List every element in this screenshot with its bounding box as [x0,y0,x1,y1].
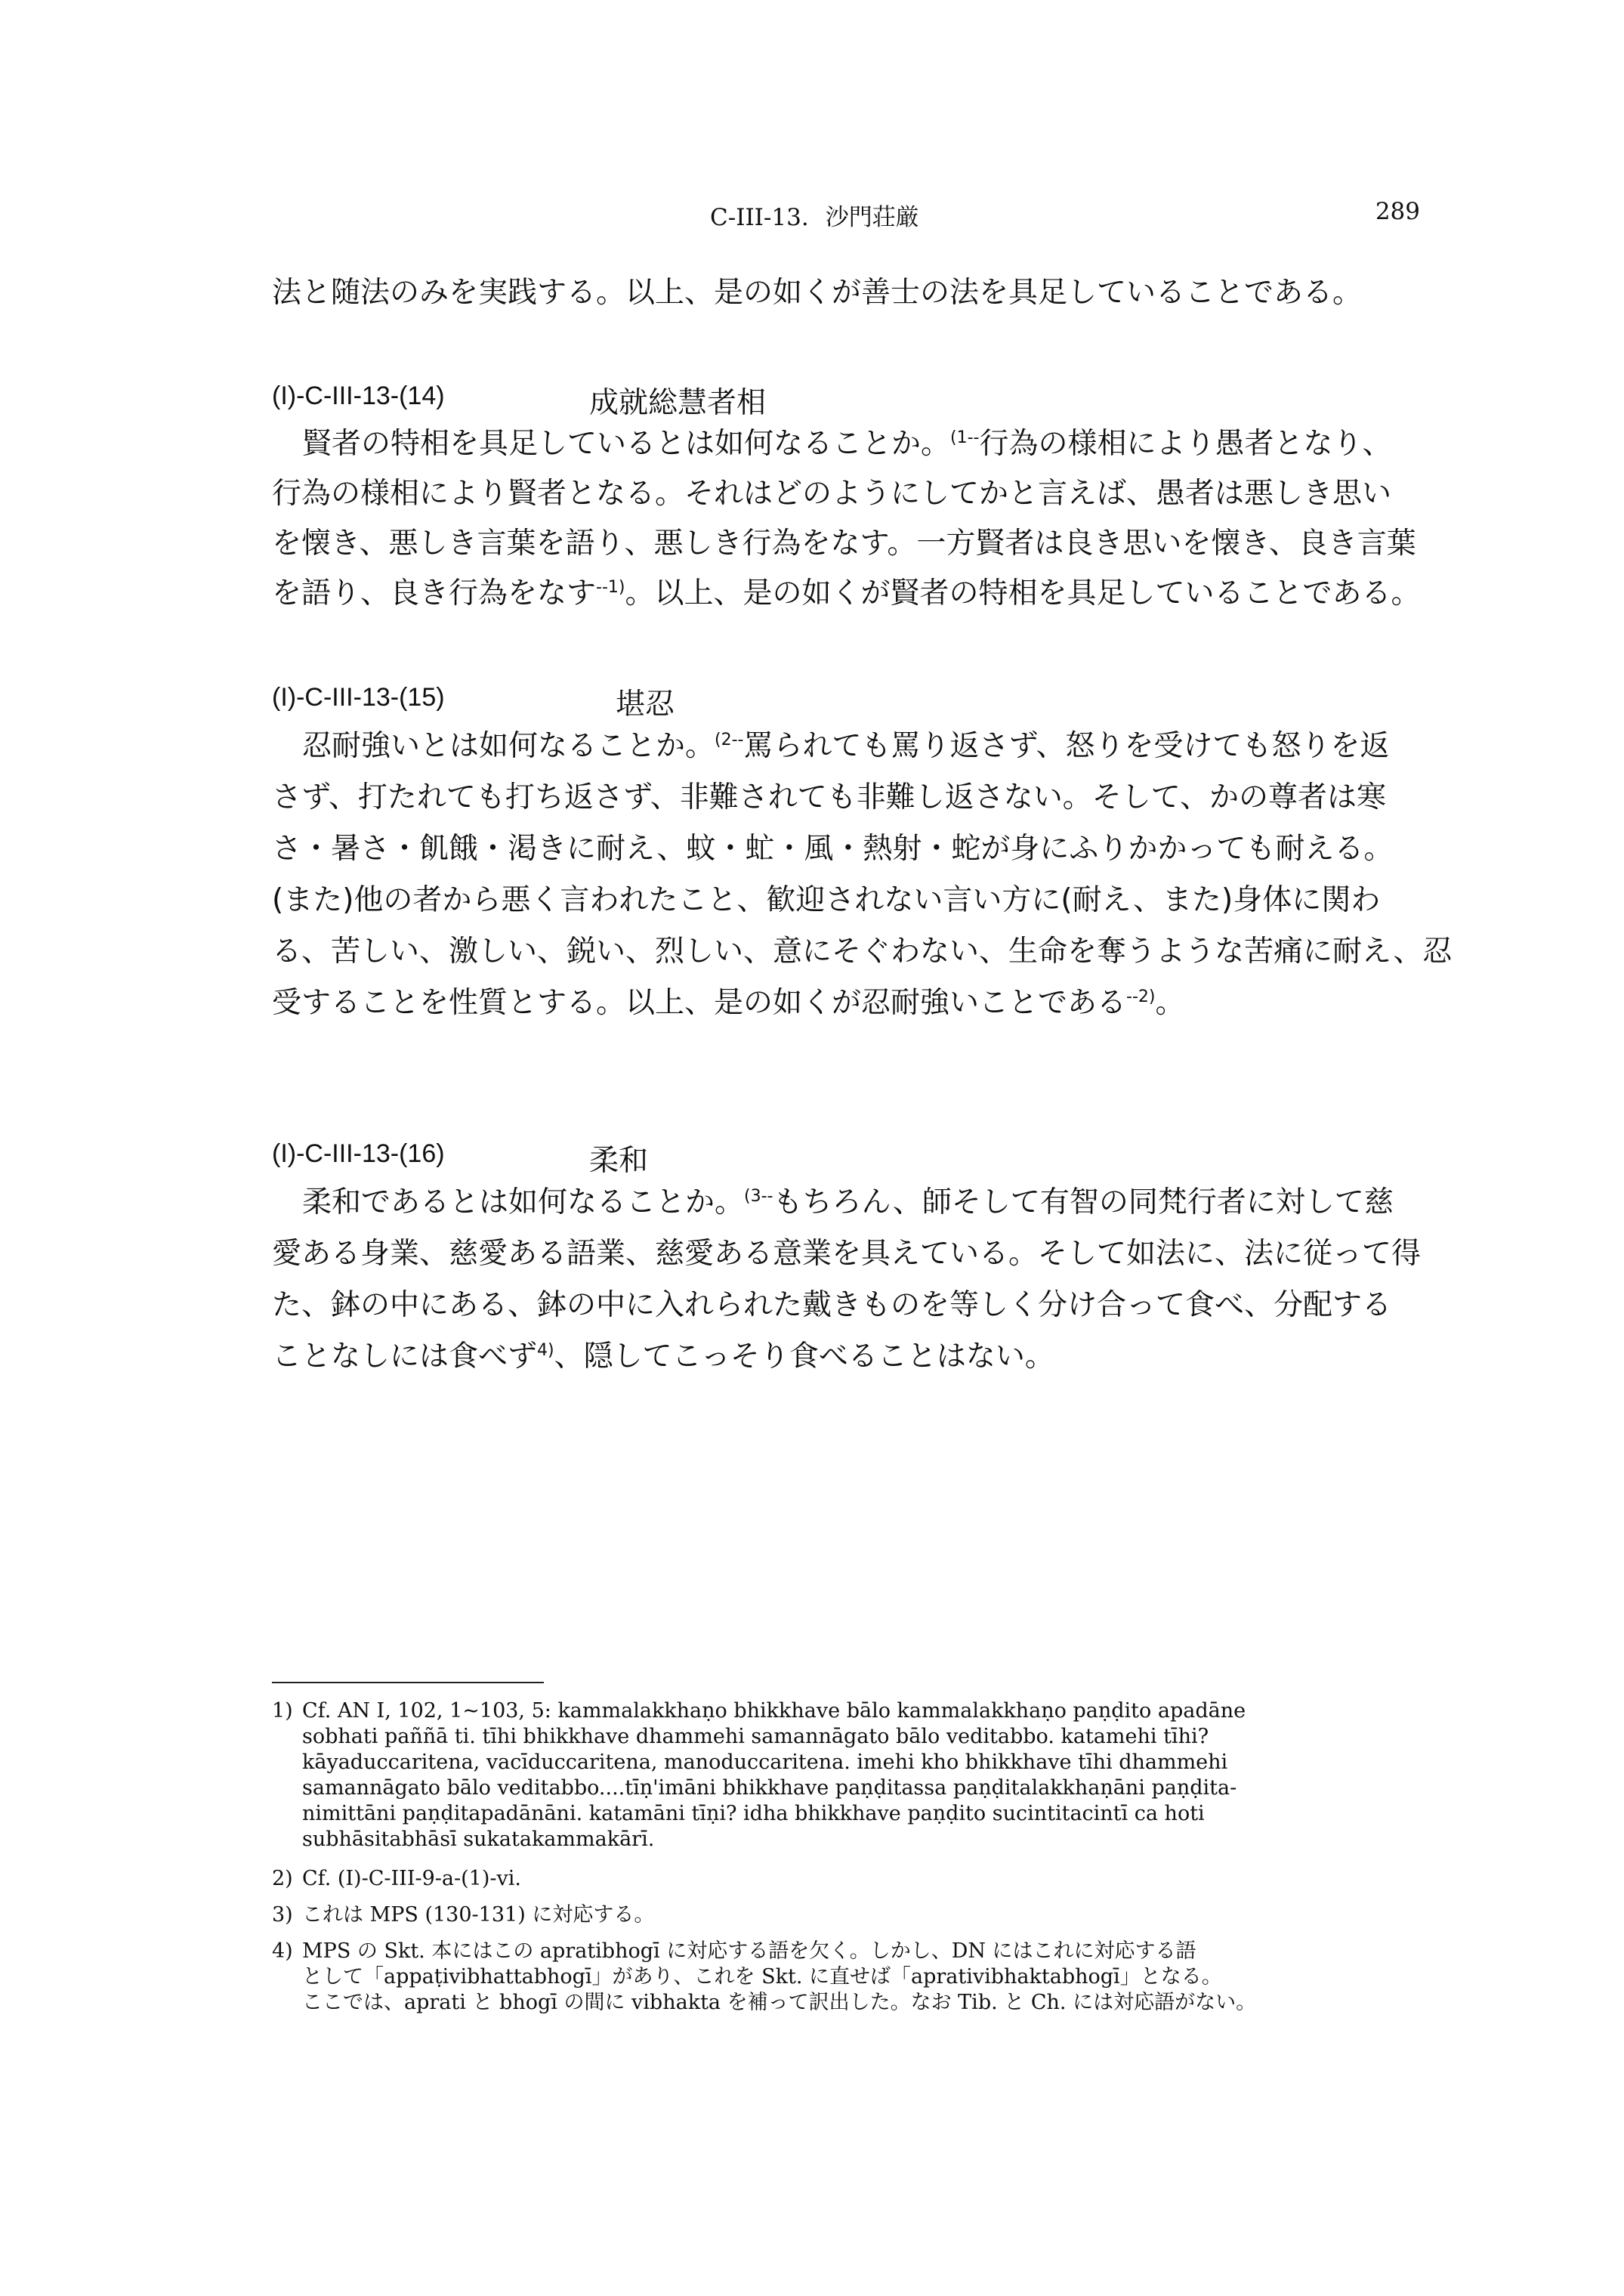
text-span: 罵られても罵り返さず、怒りを受けても怒りを返 [743,729,1390,763]
footnote-3 [272,1902,1420,1928]
footnote-marker-close-1: --1) [596,578,625,597]
section-16-line-1 [302,1185,1394,1219]
section-14-line-4 [272,576,1421,610]
section-15-title: 堪忍 [616,688,675,722]
footnote-4 [272,1939,1420,2016]
text-span: を語り、良き行為をなす [272,576,597,610]
text-span: 、隠してこっそり食べることはない。 [554,1340,1054,1374]
running-head-title: 沙門荘厳 [825,204,919,231]
footnote-line: として「appaṭivibhattabhogī」があり、これを Skt. に直せば「aprativibhaktabhogī」となる。 [302,1965,1222,1989]
section-16-line-2: 愛ある身業、慈愛ある語業、慈愛ある意業を具えている。そして如法に、法に従って得 [272,1237,1422,1271]
running-head-code: C-III-13. [710,204,809,231]
text-span: 忍耐強いとは如何なることか。 [302,729,715,763]
text-span: 受することを性質とする。以上、是の如くが忍耐強いことである [272,986,1127,1020]
section-15-id: (I)-C-III-13-(15) [272,683,445,712]
footnote-1 [272,1698,1420,1853]
section-14-title: 成就総慧者相 [589,386,767,420]
footnote-marker-open-2: (2-- [715,731,744,749]
section-16-id: (I)-C-III-13-(16) [272,1139,445,1168]
text-span: 。 [1155,986,1185,1020]
section-15-line-3: さ・暑さ・飢餓・渇きに耐え、蚊・虻・風・熱射・蛇が身にふりかかっても耐える。 [272,832,1394,866]
footnote-label: 3) [272,1903,293,1927]
footnote-line: Cf. (I)-C-III-9-a-(1)-vi. [302,1867,521,1890]
section-16-line-4 [272,1340,1054,1374]
footnote-line: kāyaduccaritena, vacīduccaritena, manoduccaritena. imehi kho bhikkhave tīhi dhammehi [302,1751,1228,1774]
section-14-line-2: 行為の様相により賢者となる。それはどのようにしてかと言えば、愚者は悪しき思い [272,477,1392,511]
text-span: 賢者の特相を具足しているとは如何なることか。 [302,427,951,461]
footnote-marker-open-3: (3-- [744,1187,773,1206]
footnote-separator [272,1682,544,1683]
footnote-label: 4) [272,1939,293,1963]
footnote-label: 1) [272,1699,293,1723]
section-14-line-3: を懐き、悪しき言葉を語り、悪しき行為をなす。一方賢者は良き思いを懐き、良き言葉 [272,527,1416,561]
footnote-2 [272,1866,1420,1892]
section-14-line-1 [302,429,1392,459]
footnote-line: nimittāni paṇḍitapadānāni. katamāni tīṇi? idha bhikkhave paṇḍito sucintitacintī ca hoti [302,1802,1205,1825]
footnote-line: subhāsitabhāsī sukatakammakārī. [302,1828,655,1851]
section-16-line-3: た、鉢の中にある、鉢の中に入れられた戴きものを等しく分け合って食べ、分配する [272,1288,1392,1322]
section-14-id: (I)-C-III-13-(14) [272,382,445,410]
text-span: もちろん、師そして有智の同梵行者に対して慈 [773,1185,1394,1219]
text-span: 。以上、是の如くが賢者の特相を具足していることである。 [625,576,1421,610]
body-paragraph-continued: 法と随法のみを実践する。以上、是の如くが善士の法を具足していることである。 [272,276,1363,310]
footnote-marker-open-1: (1-- [950,428,980,447]
text-span: ことなしには食べず [272,1340,538,1374]
footnote-line: sobhati paññā ti. tīhi bhikkhave dhammehi samannāgato bālo veditabbo. katamehi tīhi? [302,1725,1209,1748]
footnote-line: これは MPS (130-131) に対応する。 [302,1903,655,1927]
footnote-line: ここでは、aprati と bhogī の間に vibhakta を補って訳出した。なお Tib. と Ch. には対応語がない。 [302,1991,1257,2014]
section-15-line-2: さず、打たれても打ち返さず、非難されても非難し返さない。そして、かの尊者は寒 [272,780,1386,814]
section-15-line-4: (また)他の者から悪く言われたこと、歓迎されない言い方に(耐え、また)身体に関わ [272,883,1381,917]
text-span: 行為の様相により愚者となり、 [979,427,1392,461]
footnote-line: MPS の Skt. 本にはこの apratibhogī に対応する語を欠く。しかし、DN にはこれに対応する語 [302,1939,1196,1963]
footnote-marker-close-2: --2) [1126,987,1156,1006]
text-span: 柔和であるとは如何なることか。 [302,1185,745,1219]
footnote-label: 2) [272,1867,293,1890]
section-16-title: 柔和 [589,1144,649,1178]
footnote-marker-4: 4) [537,1341,554,1360]
section-15-line-6 [272,988,1185,1018]
section-15-line-1 [302,731,1389,761]
section-15-line-5: る、苦しい、激しい、鋭い、烈しい、意にそぐわない、生命を奪うような苦痛に耐え、忍 [272,935,1453,969]
footnote-line: Cf. AN I, 102, 1~103, 5: kammalakkhaṇo bhikkhave bālo kammalakkhaṇo paṇḍito apadāne [302,1699,1246,1723]
running-head [710,198,919,232]
page-header [272,198,1420,236]
page-number: 289 [1375,198,1420,225]
footnote-line: samannāgato bālo veditabbo....tīṇ'imāni bhikkhave paṇḍitassa paṇḍitalakkhaṇāni paṇḍita- [302,1776,1237,1800]
